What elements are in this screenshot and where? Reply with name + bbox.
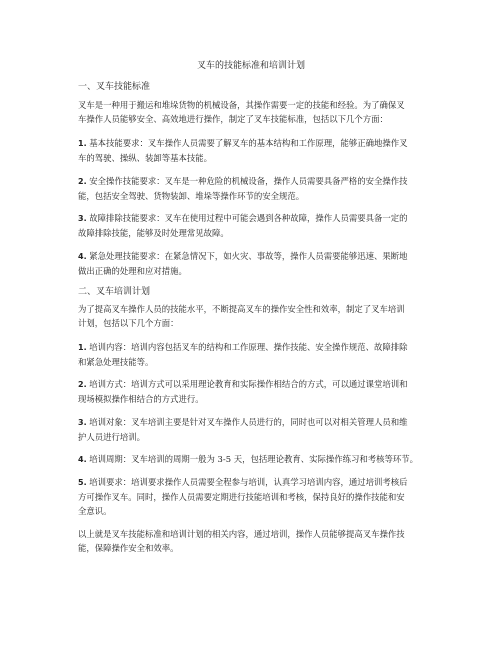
item-text: 培训周期：叉车培训的周期一般为 3-5 天，包括理论教育、实际操作练习和考核等环节。	[86, 454, 418, 464]
item-text: 培训对象：叉车培训主要是针对叉车操作人员进行的，同时也可以对相关管理人员和维 护人员进行培训。	[78, 417, 408, 443]
item-number: 5.	[78, 478, 87, 487]
standards-item-4	[78, 249, 426, 278]
item-number: 4.	[78, 455, 87, 464]
standards-item-3	[78, 211, 426, 240]
section-heading-training: 二、叉车培训计划	[78, 287, 151, 297]
item-text: 紧急处理技能要求：在紧急情况下，如火灾、事故等，操作人员需要能够迅速、果断地 做出正确的处理和应对措施。	[78, 251, 408, 277]
item-number: 2.	[78, 177, 87, 186]
item-text: 培训内容：培训内容包括叉车的结构和工作原理、操作技能、安全操作规范、故障排除 和紧急处理技能等。	[78, 342, 408, 368]
training-item-1	[78, 340, 426, 369]
training-item-5	[78, 475, 426, 519]
closing-paragraph: 以上就是叉车技能标准和培训计划的相关内容，通过培训，操作人员能够提高叉车操作技 能，保障操作安全和效率。	[78, 529, 405, 554]
item-text: 故障排除技能要求：叉车在使用过程中可能会遇到各种故障，操作人员需要具备一定的 故障排除技能，能够及时处理常见故障。	[78, 213, 408, 239]
training-item-3	[78, 415, 426, 444]
item-text: 基本技能要求：叉车操作人员需要了解叉车的基本结构和工作原理，能够正确地操作叉 车的驾驶、操纵、装卸等基本技能。	[78, 138, 408, 164]
item-number: 2.	[78, 380, 87, 389]
training-item-2	[78, 377, 426, 406]
item-number: 1.	[78, 139, 87, 148]
item-number: 3.	[78, 418, 87, 427]
item-text: 培训方式：培训方式可以采用理论教育和实际操作相结合的方式，可以通过课堂培训和 现场模拟操作相结合的方式进行。	[78, 379, 408, 405]
document-title: 叉车的技能标准和培训计划	[196, 61, 305, 71]
item-number: 4.	[78, 252, 87, 261]
section-heading-standards: 一、叉车技能标准	[78, 82, 151, 92]
item-number: 1.	[78, 343, 87, 352]
standards-item-1	[78, 136, 426, 165]
item-text: 安全操作技能要求：叉车是一种危险的机械设备，操作人员需要具备严格的安全操作技 能，包括安全驾驶、货物装卸、堆垛等操作环节的安全规范。	[78, 176, 408, 202]
standards-item-2	[78, 174, 426, 203]
item-number: 3.	[78, 214, 87, 223]
training-item-4	[78, 452, 426, 467]
standards-intro: 叉车是一种用于搬运和堆垛货物的机械设备，其操作需要一定的技能和经验。为了确保叉 车操作人员能够安全、高效地进行操作，制定了叉车技能标准，包括以下几个方面：	[78, 100, 405, 125]
item-text: 培训要求：培训要求操作人员需要全程参与培训，认真学习培训内容，通过培训考核后 方可操作叉车。同时，操作人员需要定期进行技能培训和考核，保持良好的操作技能和安 全意识。	[78, 477, 408, 517]
training-intro: 为了提高叉车操作人员的技能水平，不断提高叉车的操作安全性和效率，制定了叉车培训 计划，包括以下几个方面：	[78, 304, 405, 329]
